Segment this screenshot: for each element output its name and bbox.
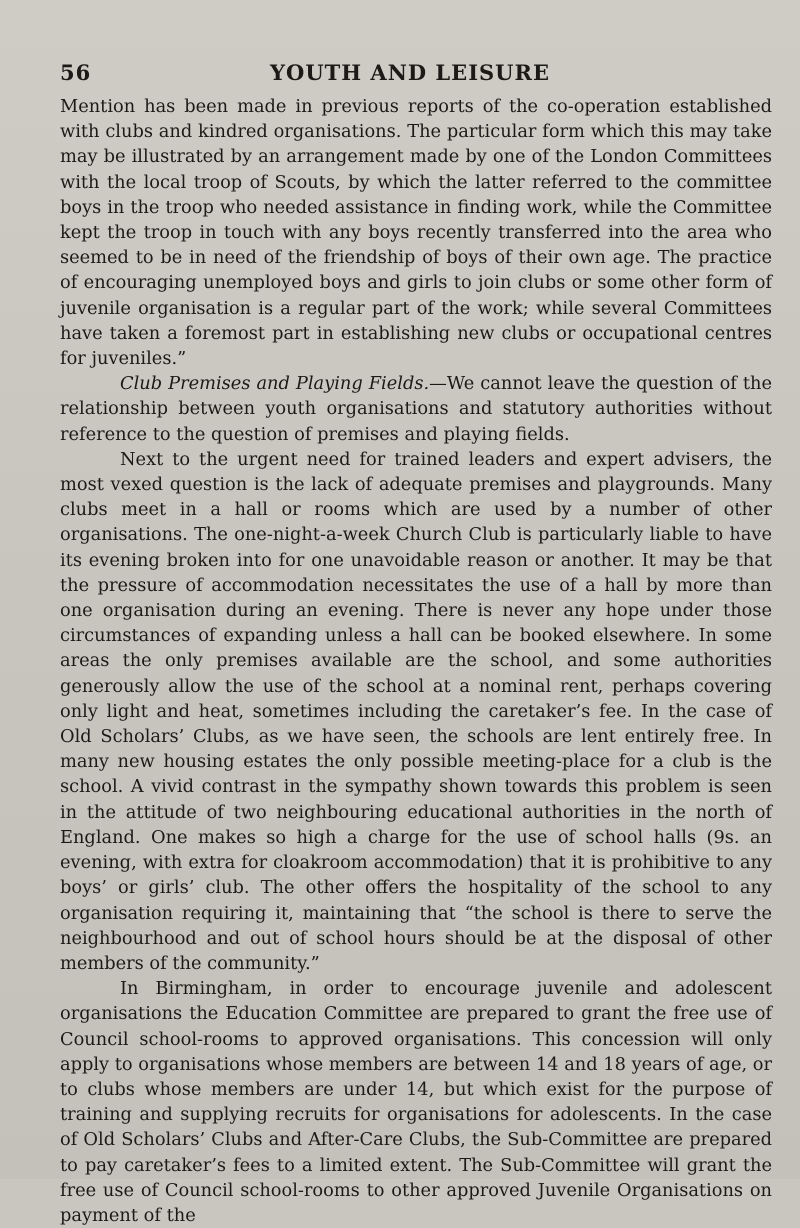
body-text: [60, 94, 772, 1228]
paragraph-text: Next to the urgent need for trained leaders and expert advisers, the most vexed question is the lack of adequate premises and playgrounds. Many clubs meet in a hall or rooms which are used by a number of other organisations. The one-night-a-week Church Club is particularly liable to have its evening broken into for one unavoidable reason or another. It may be that the pressure of accommodation necessitates the use of a hall by more than one organisation during an evening. There is never any hope under those circumstances of expanding unless a hall can be booked elsewhere. In some areas the only premises available are the school, and some authorities generously allow the use of the school at a nominal rent, perhaps covering only light and heat, sometimes including the caretaker’s fee. In the case of Old Scholars’ Clubs, as we have seen, the schools are lent entirely free. In many new housing estates the only possible meeting-place for a club is the school. A vivid contrast in the sympathy shown towards this problem is seen in the attitude of two neighbouring educational authorities in the north of England. One makes so high a charge for the use of school halls (9s. an evening, with extra for cloakroom accommodation) that it is prohibitive to any boys’ or girls’ club. The other offers the hospitality of the school to any organisation requiring it, maintaining that “the school is there to serve the neighbourhood and out of school hours should be at the disposal of other members of the community.”: [60, 448, 772, 974]
paragraph-text: Mention has been made in previous reports of the co-operation established with clubs and kindred organisations. The particular form which this may take may be illustrated by an arrangement made by one of the London Committees with the local troop of Scouts, by which the latter referred to the committee boys in the troop who needed assistance in finding work, while the Committee kept the troop in touch with any boys recently transferred into the area who seemed to be in need of the friendship of boys of their own age. The practice of encouraging unemployed boys and girls to join clubs or some other form of juvenile organisation is a regular part of the work; while several Committees have taken a foremost part in establishing new clubs or occupational centres for juveniles.”: [60, 96, 772, 370]
section-title: Club Premises and Playing Fields.: [120, 373, 430, 395]
paragraph-birmingham: [60, 976, 772, 1228]
page-header: [60, 60, 760, 90]
paragraph-club-premises: [60, 371, 772, 447]
paragraph-text: In Birmingham, in order to encourage juvenile and adolescent organisations the Education Committee are prepared to grant the free use of Council school-rooms to approved organisations. This concession will only apply to organisations whose members are between 14 and 18 years of age, or to clubs whose members are under 14, but which exist for the purpose of training and supplying recruits for organisations for adolescents. In the case of Old Scholars’ Clubs and After-Care Clubs, the Sub-Committee are prepared to pay caretaker’s fees to a limited extent. The Sub-Committee will grant the free use of Council school-rooms to other approved Juvenile Organisations on payment of the: [60, 978, 772, 1226]
paragraph-cooperation: [60, 94, 772, 371]
paragraph-trained-leaders: [60, 447, 772, 976]
page-number: 56: [60, 60, 92, 85]
running-head: YOUTH AND LEISURE: [270, 60, 550, 85]
paragraph-text: —We cannot leave the question of the relationship between youth organisations and statutory authorities without reference to the question of premises and playing fields.: [60, 373, 772, 445]
